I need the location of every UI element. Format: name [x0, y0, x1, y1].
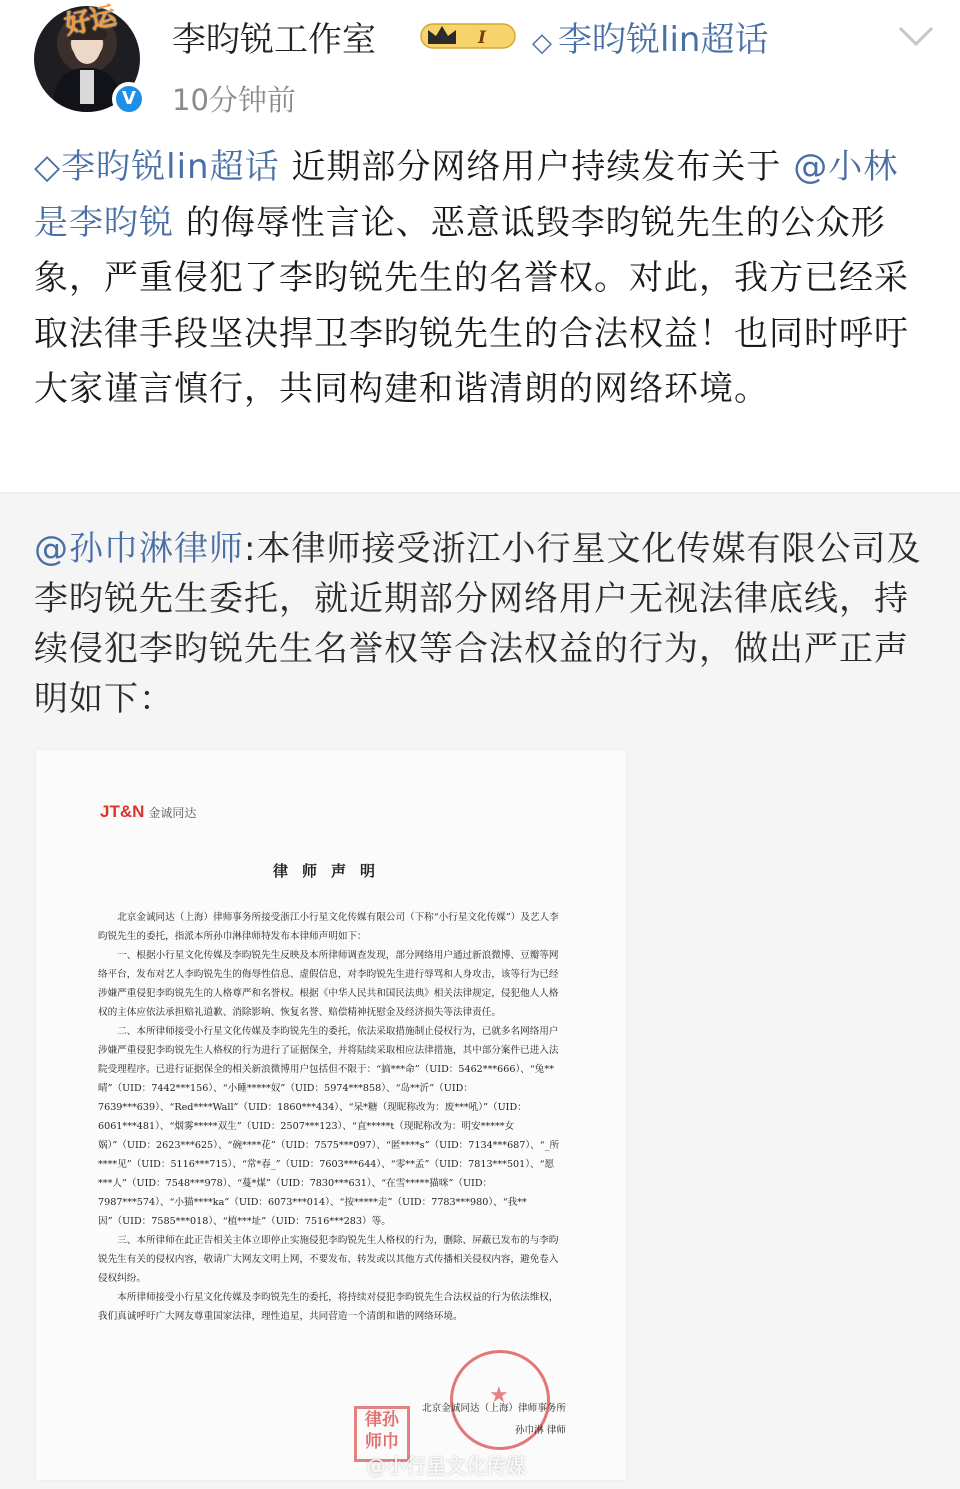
weibo-post — [0, 0, 960, 492]
document-paragraph: 二、本所律师接受小行星文化传媒及李昀锐先生的委托，依法采取措施制止侵权行为，已就多名网络用户涉嫌严重侵犯李昀锐先生人格权的行为进行了证据保全，并将陆续采取相应法律措施，其中部分案件已进入法院受理程序。已进行证据保全的相关新浪微博用户包括但不限于：“搞***命”（UID：5462***666）、“兔**晴”（UID：7442***156）、“小睡*****奴”（UID：5974***858）、“岛**沂”（UID：7639***639）、“Red****Wall”（UID：1860***434）、“呆*糖（现昵称改为：废***吼）”（UID：6061***481）、“烟雾*****双生”（UID：2507***123）、“直*****t（现昵称改为：明安*****女娲）”（UID：2623***625）、“碗****花”（UID：7575***097）、“匿****s”（UID：7134***687）、“_所****见”（UID：5116***715）、“常*春_”（UID：7603***644）、“零**孟”（UID：7813***501）、“愿***人”（UID：7548***978）、“蔓*煤”（UID：7830***631）、“在雪*****猫咪”（UID：7987***574）、“小猫****ka”（UID：6073***014）、“按*****走”（UID：7783***980）、“我**因”（UID：7585***018）、“植***址”（UID：7516***283）等。 — [98, 1026, 560, 1227]
statement-image[interactable] — [36, 750, 626, 1480]
chevron-down-icon[interactable] — [896, 20, 936, 50]
post-time: 10分钟前 — [172, 83, 296, 117]
post-content — [34, 140, 926, 418]
content-text-1: 近期部分网络用户持续发布关于 — [291, 147, 782, 187]
firm-logo — [100, 802, 196, 822]
document-signature — [336, 1398, 566, 1442]
repost-body: :本律师接受浙江小行星文化传媒有限公司及李昀锐先生委托，就近期部分网络用户无视法律底线，持续侵犯李昀锐先生名誉权等合法权益的行为，做出严正声明如下： — [34, 529, 922, 719]
document-paragraph: 三、本所律师在此正告相关主体立即停止实施侵犯李昀锐先生人格权的行为，删除、屏蔽已发布的与李昀锐先生有关的侵权内容，敬请广大网友文明上网，不要发布、转发或以其他方式传播相关侵权内容，避免卷入侵权纠纷。 — [98, 1235, 559, 1284]
document-body — [98, 908, 566, 1326]
repost-card[interactable] — [0, 494, 960, 1489]
avatar-sticker: 好运 — [61, 0, 120, 42]
username[interactable]: 李昀锐工作室 — [172, 20, 376, 60]
signature-firm: 北京金诚同达（上海）律师事务所 — [422, 1403, 566, 1414]
repost-text — [34, 524, 932, 724]
document-paragraph: 本所律师接受小行星文化传媒及李昀锐先生的委托，将持续对侵犯李昀锐先生合法权益的行为依法维权，我们真诚呼吁广大网友尊重国家法律，理性追星，共同营造一个清朗和谐的网络环境。 — [98, 1292, 559, 1322]
topic-label: 李昀锐lin超话 — [558, 20, 769, 60]
document-paragraph: 北京金诚同达（上海）律师事务所接受浙江小行星文化传媒有限公司（下称“小行星文化传媒”）及艺人李昀锐先生的委托，指派本所孙巾淋律师特发布本律师声明如下： — [98, 912, 559, 942]
avatar[interactable] — [34, 0, 144, 116]
topic-link[interactable] — [532, 12, 768, 61]
member-badge-text: I — [478, 28, 486, 48]
watermark: @小行星文化传媒 — [366, 1454, 526, 1478]
content-topic-text: 李昀锐lin超话 — [61, 147, 280, 187]
diamond-icon: ◇ — [34, 147, 62, 187]
firm-logo-text: JT&N — [100, 802, 145, 821]
content-topic-link[interactable] — [34, 147, 280, 187]
firm-logo-cn: 金诚同达 — [148, 806, 197, 820]
diamond-icon: ◇ — [532, 28, 552, 58]
verified-icon: V — [112, 82, 146, 116]
repost-author-link[interactable]: @孙巾淋律师 — [34, 529, 244, 569]
mention-link[interactable]: @小林是李昀锐 — [34, 147, 899, 243]
document-paragraph: 一、根据小行星文化传媒及李昀锐先生反映及本所律师调查发现，部分网络用户通过新浪微博、豆瓣等网络平台，发布对艺人李昀锐先生的侮辱性信息、虚假信息，对李昀锐先生进行辱骂和人身攻击，该等行为已经涉嫌严重侵犯李昀锐先生的人格尊严和名誉权。根据《中华人民共和国民法典》相关法律规定，侵犯他人人格权的主体应依法承担赔礼道歉、消除影响、恢复名誉、赔偿精神抚慰金及经济损失等法律责任。 — [98, 950, 559, 1018]
avatar-shirt — [80, 70, 94, 104]
lawyer-seal: 律孙师巾 — [354, 1406, 410, 1462]
content-text-2: 的侮辱性言论、恶意诋毁李昀锐先生的公众形象，严重侵犯了李昀锐先生的名誉权。对此，我方已经采取法律手段坚决捍卫李昀锐先生的合法权益！也同时呼吁大家谨言慎行，共同构建和谐清朗的网络环境。 — [34, 202, 909, 409]
signature-lawyer: 孙巾淋 律师 — [514, 1425, 566, 1436]
crown-badge-icon[interactable] — [420, 20, 516, 52]
document-title: 律师声明 — [272, 862, 389, 880]
